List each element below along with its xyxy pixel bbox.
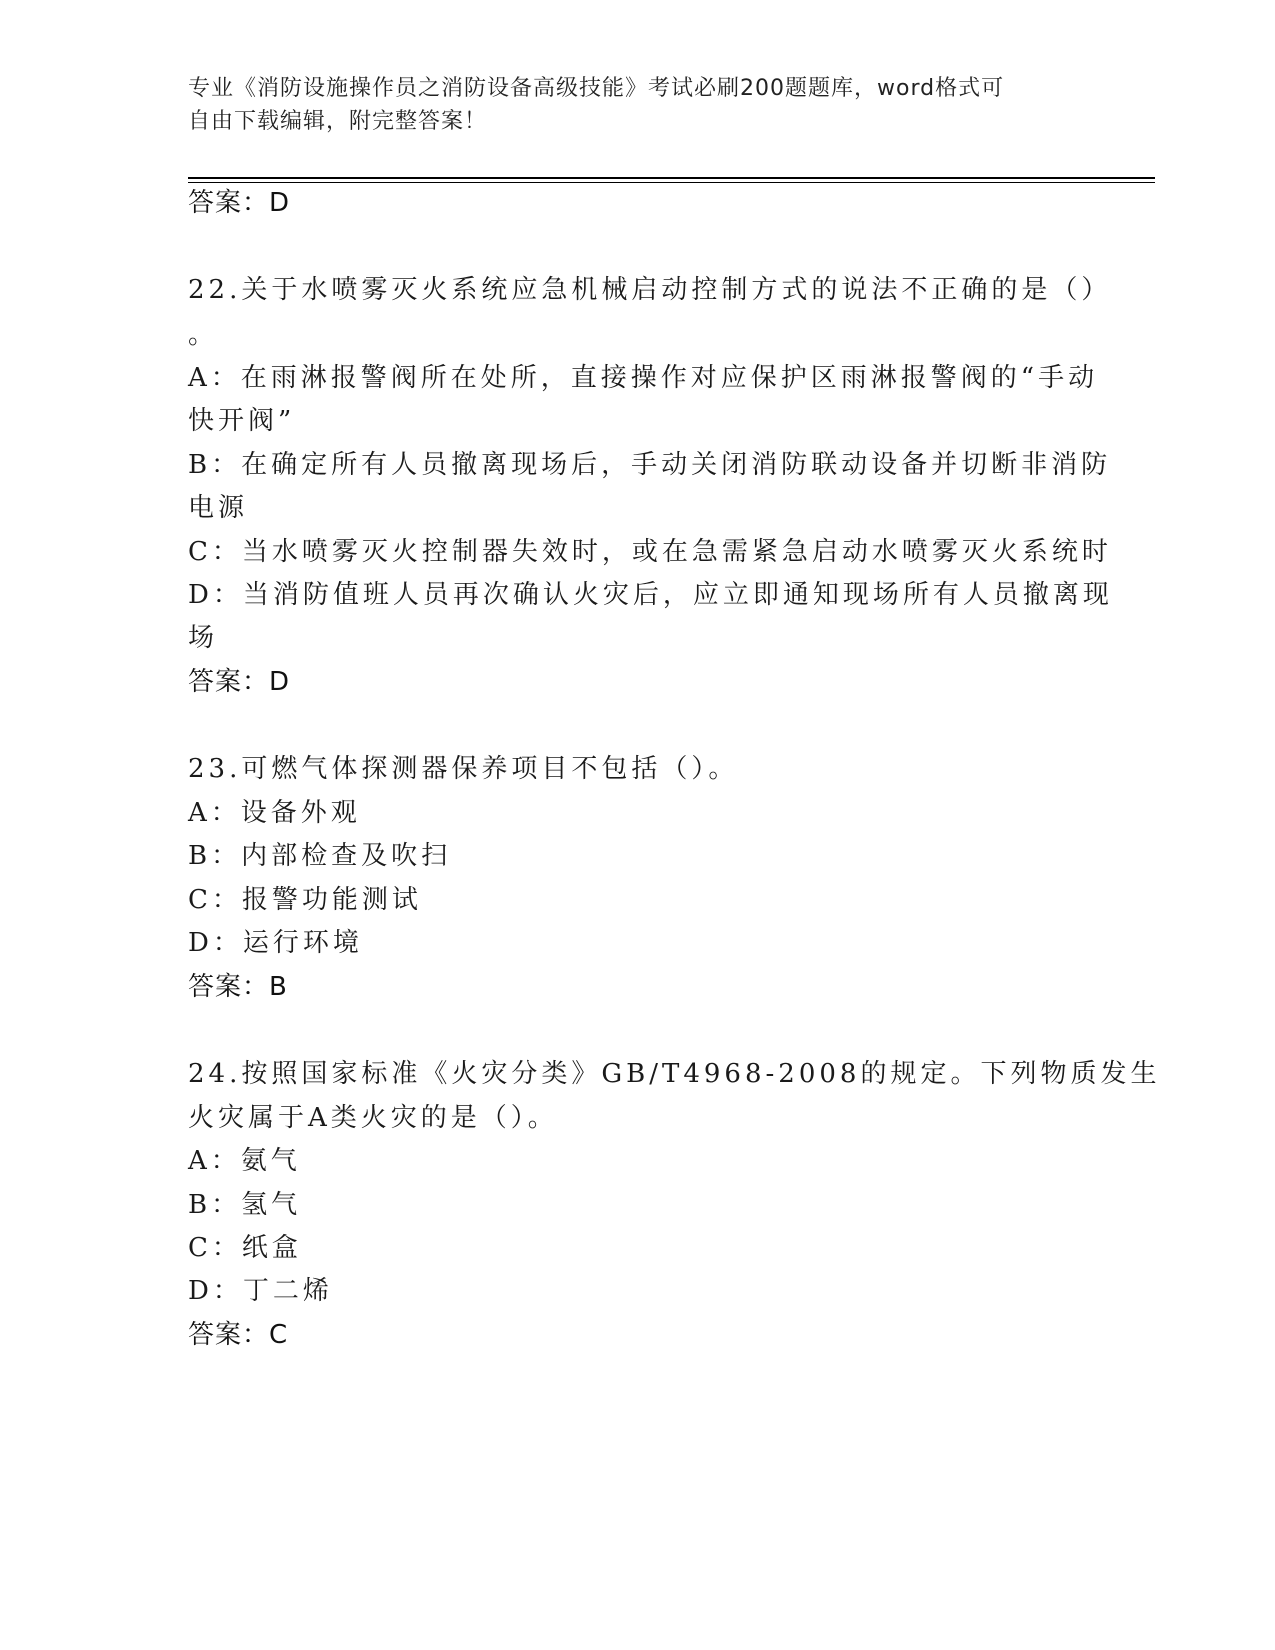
question-23-stem: 23.可燃气体探测器保养项目不包括（）。 bbox=[188, 754, 739, 784]
question-23-answer: 答案：B bbox=[188, 972, 288, 1002]
question-22-option-d-line-2: 场 bbox=[188, 623, 219, 653]
question-22-option-b-line-1: B：在确定所有人员撤离现场后，手动关闭消防联动设备并切断非消防 bbox=[188, 450, 1112, 480]
question-23-option-d: D：运行环境 bbox=[188, 928, 363, 958]
header-line-1: 专业《消防设施操作员之消防设备高级技能》考试必刷200题题库，word格式可 bbox=[188, 76, 1005, 101]
question-23-option-a: A：设备外观 bbox=[188, 798, 361, 828]
question-22-option-a-line-2: 快开阀” bbox=[188, 406, 296, 436]
question-24-answer: 答案：C bbox=[188, 1320, 289, 1350]
question-24-option-c: C：纸盒 bbox=[188, 1233, 302, 1263]
document-header bbox=[188, 72, 1078, 138]
question-24-option-b: B：氢气 bbox=[188, 1190, 302, 1220]
previous-answer: 答案：D bbox=[188, 188, 291, 218]
header-divider-thick bbox=[188, 177, 1155, 179]
question-24-option-d: D：丁二烯 bbox=[188, 1276, 333, 1306]
header-line-2: 自由下载编辑，附完整答案！ bbox=[188, 109, 488, 134]
question-22-answer: 答案：D bbox=[188, 667, 291, 697]
question-22-option-c: C：当水喷雾灭火控制器失效时，或在急需紧急启动水喷雾灭火系统时 bbox=[188, 537, 1112, 567]
question-22-option-b-line-2: 电源 bbox=[188, 493, 249, 523]
question-22-option-a-line-1: A：在雨淋报警阀所在处所，直接操作对应保护区雨淋报警阀的“手动 bbox=[188, 363, 1099, 393]
question-22-stem-line-2: 。 bbox=[188, 320, 219, 350]
question-24-option-a: A：氨气 bbox=[188, 1146, 301, 1176]
question-22-option-d-line-1: D：当消防值班人员再次确认火灾后，应立即通知现场所有人员撤离现 bbox=[188, 580, 1113, 610]
question-22-stem-line-1: 22.关于水喷雾灭火系统应急机械启动控制方式的说法不正确的是（） bbox=[188, 275, 1112, 305]
header-divider-thin bbox=[188, 182, 1155, 183]
question-23-option-b: B：内部检查及吹扫 bbox=[188, 841, 452, 871]
question-24-stem-line-2: 火灾属于A类火灾的是（）。 bbox=[188, 1103, 558, 1133]
question-24-stem-line-1: 24.按照国家标准《火灾分类》GB/T4968-2008的规定。下列物质发生 bbox=[188, 1059, 1161, 1089]
question-23-option-c: C：报警功能测试 bbox=[188, 885, 422, 915]
